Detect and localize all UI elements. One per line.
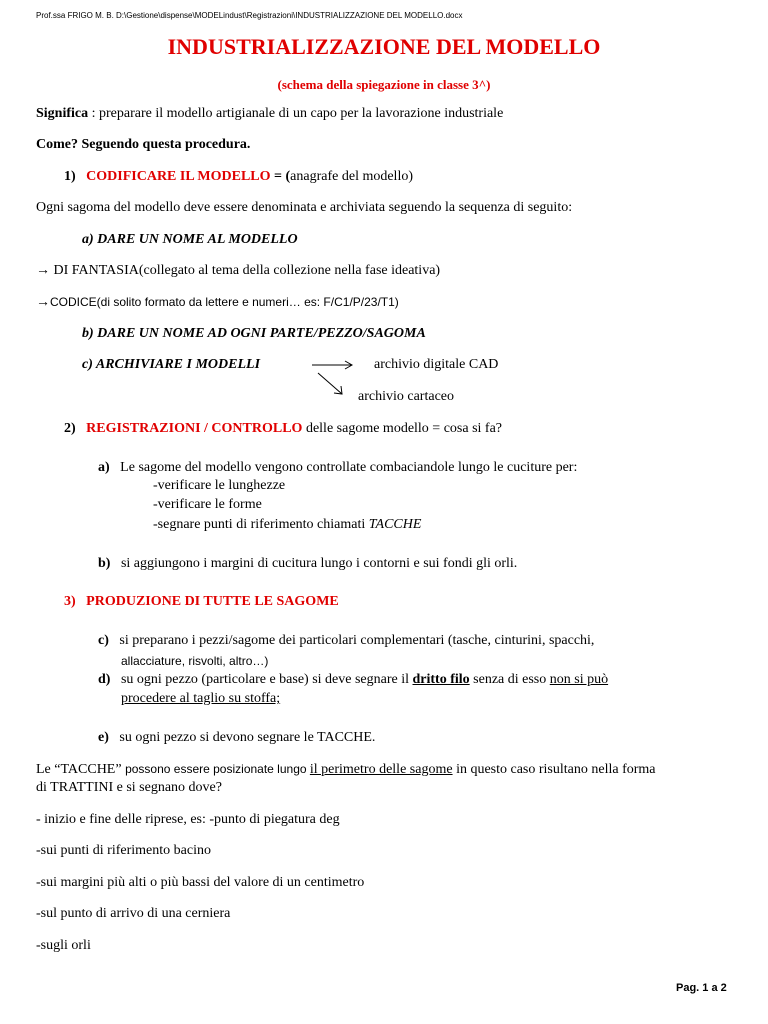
item-3d-text2: senza di esso xyxy=(469,672,550,687)
item-a-heading: a) DARE UN NOME AL MODELLO xyxy=(82,232,298,247)
section-1-number: 1) xyxy=(64,169,76,184)
section-2-title: REGISTRAZIONI / CONTROLLO xyxy=(86,421,303,436)
archive-digital-label: archivio digitale CAD xyxy=(374,357,499,372)
item-3d xyxy=(98,672,608,688)
list-item: - inizio e fine delle riprese, es: -punto di piegatura deg xyxy=(36,812,340,827)
archive-arrows-icon xyxy=(308,358,360,400)
section-1-heading xyxy=(64,169,413,185)
item-3c xyxy=(98,633,594,649)
significa-line xyxy=(36,106,503,122)
section-1-eq: = ( xyxy=(270,169,291,184)
item-3e xyxy=(98,730,375,746)
item-2a-text: Le sagome del modello vengono controllate combaciandole lungo le cuciture per: xyxy=(120,460,578,475)
page-number: Pag. 1 a 2 xyxy=(676,982,727,994)
item-3c-line2: allacciature, risvolti, altro…) xyxy=(121,654,269,668)
fantasia-text: DI FANTASIA(collegato al tema della collezione nella fase ideativa) xyxy=(50,263,441,278)
item-2a-sub-tacche xyxy=(153,517,421,533)
item-2a-sub-tacche-text: -segnare punti di riferimento chiamati xyxy=(153,517,369,532)
list-item: -sui punti di riferimento bacino xyxy=(36,843,211,858)
list-item: -sugli orli xyxy=(36,938,91,953)
item-2a-sub-tacche-italic: TACCHE xyxy=(368,517,422,532)
item-c-heading: c) ARCHIVIARE I MODELLI xyxy=(82,357,261,372)
section-3-heading xyxy=(64,594,339,610)
list-item: -sul punto di arrivo di una cerniera xyxy=(36,906,231,921)
tacche-p1: Le “TACCHE” xyxy=(36,762,126,777)
section-2-heading xyxy=(64,421,502,437)
item-2a-sub-lunghezze: -verificare le lunghezze xyxy=(153,478,286,493)
item-2b-label: b) xyxy=(98,556,111,571)
section-3-number: 3) xyxy=(64,594,76,609)
section-2-number: 2) xyxy=(64,421,76,436)
come-line: Come? Seguendo questa procedura. xyxy=(36,137,251,152)
arrow-right-icon: → xyxy=(36,295,50,310)
significa-text: : preparare il modello artigianale di un capo per la lavorazione industriale xyxy=(88,106,504,121)
item-3d-text1: su ogni pezzo (particolare e base) si deve segnare il xyxy=(120,672,413,687)
section-3-title: PRODUZIONE DI TUTTE LE SAGOME xyxy=(86,594,339,609)
item-3d-underline1: non si può xyxy=(549,672,609,687)
item-3d-label: d) xyxy=(98,672,111,687)
tacche-p1-end: in questo caso risultano nella forma xyxy=(452,762,656,777)
item-2a xyxy=(98,460,577,476)
header-file-path: Prof.ssa FRIGO M. B. D:\Gestione\dispense\MODELindust\Registrazioni\INDUSTRIALIZZAZIONE DEL MODELLO.docx xyxy=(36,11,463,20)
ogni-sagoma-paragraph: Ogni sagoma del modello deve essere denominata e archiviata seguendo la sequenza di seguito: xyxy=(36,200,573,215)
section-2-rest: delle sagome modello = cosa si fa? xyxy=(302,421,503,436)
document-subtitle: (schema della spiegazione in classe 3^) xyxy=(277,77,491,92)
arrow-right-icon: → xyxy=(36,263,50,278)
codice-text: CODICE(di solito formato da lettere e numeri… es: F/C1/P/23/T1) xyxy=(50,295,399,309)
item-3c-line1: si preparano i pezzi/sagome dei particolari complementari (tasche, cinturini, spacchi, xyxy=(119,633,595,648)
document-title: INDUSTRIALIZZAZIONE DEL MODELLO xyxy=(167,34,601,59)
list-item: -sui margini più alti o più bassi del valore di un centimetro xyxy=(36,875,365,890)
item-b-heading: b) DARE UN NOME AD OGNI PARTE/PEZZO/SAGOMA xyxy=(82,326,426,341)
item-3e-label: e) xyxy=(98,730,109,745)
section-1-rest: anagrafe del modello) xyxy=(290,169,413,184)
item-2a-sub-forme: -verificare le forme xyxy=(153,497,262,512)
item-2b xyxy=(98,556,517,572)
arrow-line-codice xyxy=(36,295,399,311)
item-2a-label: a) xyxy=(98,460,110,475)
significa-label: Significa xyxy=(36,106,89,121)
item-3d-dritto-filo: dritto filo xyxy=(412,672,470,687)
tacche-paragraph-line2: di TRATTINI e si segnano dove? xyxy=(36,780,222,795)
tacche-paragraph-line1 xyxy=(36,762,656,778)
item-2b-text: si aggiungono i margini di cucitura lungo i contorni e sui fondi gli orli. xyxy=(120,556,518,571)
arrow-line-fantasia xyxy=(36,263,440,279)
tacche-p1-underline: il perimetro delle sagome xyxy=(309,762,453,777)
tacche-p1-sans: possono essere posizionate lungo xyxy=(125,762,310,776)
archive-paper-label: archivio cartaceo xyxy=(358,389,454,404)
section-1-title: CODIFICARE IL MODELLO xyxy=(86,169,271,184)
item-3c-label: c) xyxy=(98,633,109,648)
item-3d-underline2: procedere al taglio su stoffa; xyxy=(121,691,281,706)
item-3e-text: su ogni pezzo si devono segnare le TACCHE. xyxy=(119,730,376,745)
